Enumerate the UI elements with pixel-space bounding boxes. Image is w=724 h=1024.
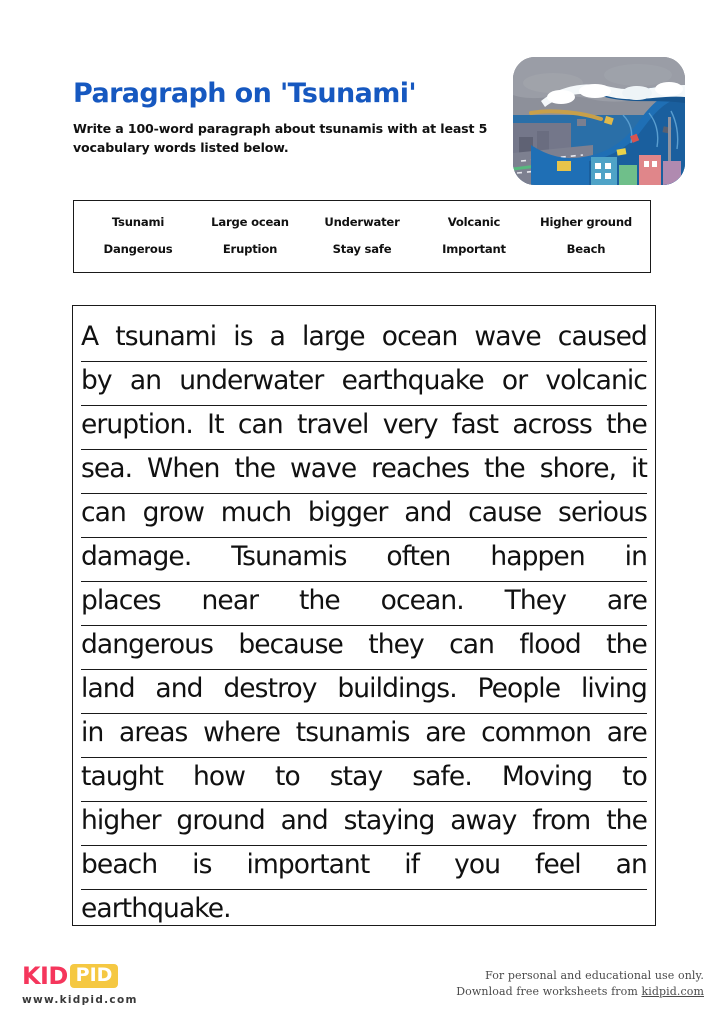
paragraph-word: They (504, 585, 566, 616)
paragraph-line (81, 406, 647, 450)
paragraph-line-text (81, 450, 647, 490)
paragraph-word: safe. (412, 761, 472, 792)
paragraph-line (81, 494, 647, 538)
paragraph-line (81, 626, 647, 670)
paragraph-word: fast (451, 409, 499, 440)
paragraph-word: eruption. (81, 409, 193, 440)
paragraph-word: important (246, 849, 370, 880)
footer-note-prefix: Download free worksheets from (456, 985, 642, 998)
kidpid-logo (22, 963, 222, 1011)
paragraph-word: a (269, 321, 285, 352)
paragraph-answer-box[interactable] (72, 305, 656, 926)
paragraph-word: or (501, 365, 528, 396)
paragraph-word: dangerous (81, 629, 214, 660)
paragraph-word: if (404, 849, 420, 880)
paragraph-line (81, 318, 647, 362)
paragraph-word: Tsunamis (231, 541, 347, 572)
paragraph-word: tsunami (115, 321, 217, 352)
paragraph-word: staying (343, 805, 435, 836)
paragraph-word: ocean. (380, 585, 464, 616)
paragraph-line-text (81, 670, 647, 710)
paragraph-word: it (631, 453, 647, 484)
paragraph-word: and (280, 805, 328, 836)
paragraph-word: happen (490, 541, 585, 572)
paragraph-word: by (81, 365, 112, 396)
paragraph-lines (81, 318, 647, 926)
paragraph-word: volcanic (545, 365, 647, 396)
paragraph-line-text (81, 538, 647, 578)
paragraph-line (81, 714, 647, 758)
paragraph-word: grow (142, 497, 205, 528)
paragraph-word: serious (558, 497, 647, 528)
paragraph-word: are (606, 717, 647, 748)
paragraph-word: the (606, 409, 647, 440)
paragraph-word: across (512, 409, 592, 440)
footer-note-line2 (374, 984, 704, 1000)
paragraph-word: Moving (501, 761, 593, 792)
paragraph-word: is (233, 321, 253, 352)
paragraph-word: often (386, 541, 451, 572)
paragraph-word: wave (290, 453, 357, 484)
paragraph-word: bigger (307, 497, 388, 528)
vocabulary-box (73, 200, 651, 273)
paragraph-line-text (81, 406, 647, 446)
vocabulary-row (82, 242, 642, 256)
paragraph-word: caused (557, 321, 647, 352)
paragraph-word: tsunamis (295, 717, 410, 748)
paragraph-word: areas (119, 717, 188, 748)
paragraph-line (81, 758, 647, 802)
paragraph-line (81, 450, 647, 494)
paragraph-word: is (192, 849, 212, 880)
vocabulary-word: Beach (566, 242, 606, 256)
paragraph-word: near (201, 585, 259, 616)
paragraph-line-text (81, 494, 647, 534)
paragraph-word: destroy (223, 673, 317, 704)
vocabulary-word: Stay safe (332, 242, 392, 256)
paragraph-word: places (81, 585, 161, 616)
paragraph-line-text (81, 714, 647, 754)
paragraph-word: large (302, 321, 365, 352)
paragraph-word: earthquake (341, 365, 484, 396)
vocabulary-word: Volcanic (447, 215, 501, 229)
paragraph-word: travel (296, 409, 369, 440)
vocabulary-word: Underwater (324, 215, 400, 229)
logo-kid-text: KID (22, 962, 68, 990)
paragraph-word: and (404, 497, 452, 528)
paragraph-word: buildings. (337, 673, 457, 704)
paragraph-line-text (81, 846, 647, 886)
paragraph-line (81, 670, 647, 714)
paragraph-line (81, 846, 647, 890)
paragraph-word: A (81, 321, 99, 352)
paragraph-word: flood (519, 629, 581, 660)
paragraph-word: earthquake. (81, 893, 231, 924)
paragraph-word: much (220, 497, 292, 528)
paragraph-word: can (237, 409, 283, 440)
paragraph-word: are (425, 717, 466, 748)
vocabulary-word: Large ocean (211, 215, 289, 229)
paragraph-word: cause (468, 497, 542, 528)
paragraph-word: taught (81, 761, 164, 792)
paragraph-word: common (481, 717, 592, 748)
paragraph-word: People (477, 673, 561, 704)
paragraph-word: the (299, 585, 340, 616)
tsunami-illustration (513, 57, 685, 185)
paragraph-word: an (129, 365, 162, 396)
paragraph-word: can (449, 629, 495, 660)
paragraph-word: feel (535, 849, 581, 880)
paragraph-line-text (81, 802, 647, 842)
paragraph-word: damage. (81, 541, 192, 572)
paragraph-line (81, 890, 647, 926)
instructions-text: Write a 100-word paragraph about tsunamis with at least 5 vocabulary words listed below. (73, 121, 488, 155)
paragraph-line-text (81, 626, 647, 666)
paragraph-word: from (532, 805, 591, 836)
kidpid-link[interactable]: kidpid.com (641, 985, 704, 998)
vocabulary-word: Eruption (222, 242, 278, 256)
paragraph-word: are (606, 585, 647, 616)
vocabulary-word: Higher ground (539, 215, 633, 229)
vocabulary-word: Tsunami (111, 215, 165, 229)
vocabulary-row (82, 215, 642, 229)
paragraph-word: and (155, 673, 203, 704)
paragraph-word: beach (81, 849, 158, 880)
paragraph-word: ground (176, 805, 265, 836)
vocabulary-word: Dangerous (103, 242, 173, 256)
paragraph-line (81, 582, 647, 626)
paragraph-word: away (450, 805, 517, 836)
paragraph-word: very (382, 409, 438, 440)
paragraph-word: you (454, 849, 501, 880)
paragraph-word: because (238, 629, 343, 660)
paragraph-word: ocean (381, 321, 458, 352)
paragraph-word: wave (474, 321, 541, 352)
paragraph-word: When (147, 453, 220, 484)
logo-website-url: www.kidpid.com (22, 994, 138, 1006)
footer-note-line1: For personal and educational use only. (485, 969, 704, 982)
logo-pid-badge: PID (70, 964, 119, 988)
paragraph-line-text (81, 890, 647, 926)
paragraph-word: shore, (539, 453, 617, 484)
paragraph-word: an (615, 849, 647, 880)
paragraph-word: in (81, 717, 104, 748)
paragraph-word: underwater (179, 365, 324, 396)
paragraph-line (81, 802, 647, 846)
vocabulary-word: Important (442, 242, 506, 256)
paragraph-word: It (207, 409, 224, 440)
paragraph-word: where (203, 717, 281, 748)
paragraph-word: the (484, 453, 525, 484)
paragraph-line-text (81, 318, 647, 358)
paragraph-word: the (606, 629, 647, 660)
paragraph-word: sea. (81, 453, 133, 484)
footer-note (374, 968, 704, 1000)
paragraph-line (81, 362, 647, 406)
paragraph-word: the (234, 453, 276, 484)
paragraph-word: to (622, 761, 647, 792)
paragraph-word: they (368, 629, 424, 660)
paragraph-line-text (81, 758, 647, 798)
paragraph-word: stay (329, 761, 383, 792)
paragraph-word: can (81, 497, 126, 528)
paragraph-word: how (193, 761, 245, 792)
paragraph-word: land (81, 673, 135, 704)
paragraph-word: in (624, 541, 647, 572)
paragraph-line-text (81, 362, 647, 402)
tsunami-wave-icon (513, 57, 685, 185)
paragraph-word: the (606, 805, 647, 836)
paragraph-line (81, 538, 647, 582)
page-title: Paragraph on 'Tsunami' (73, 78, 417, 109)
logo-wordmark (22, 963, 222, 989)
paragraph-word: living (580, 673, 647, 704)
paragraph-word: reaches (371, 453, 470, 484)
paragraph-word: higher (81, 805, 161, 836)
paragraph-line-text (81, 582, 647, 622)
paragraph-word: to (274, 761, 300, 792)
